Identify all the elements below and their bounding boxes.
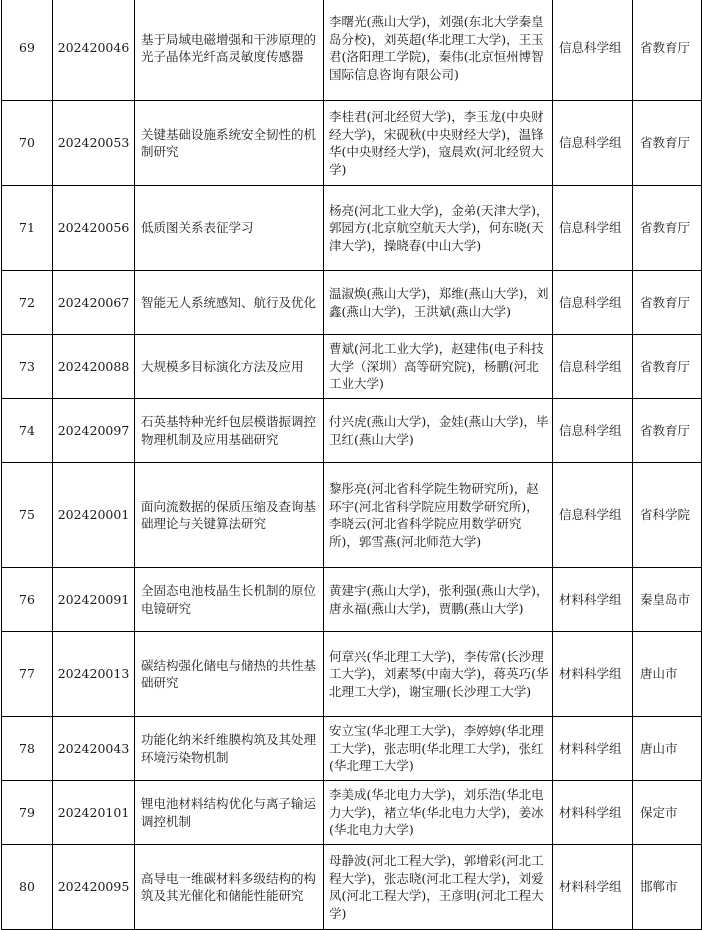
project-members: 曹斌(河北工业大学)，赵建伟(电子科技大学（深圳）高等研究院)，杨鹏(河北工业大学) — [324, 335, 553, 399]
review-group: 材料科学组 — [553, 568, 633, 632]
table-body — [2, 0, 702, 930]
row-number: 73 — [2, 335, 53, 399]
recommending-unit: 保定市 — [633, 781, 702, 845]
table-row — [2, 568, 702, 632]
project-code: 202420053 — [53, 101, 135, 186]
recommending-unit: 省教育厅 — [633, 271, 702, 335]
project-title: 全固态电池枝晶生长机制的原位电镜研究 — [135, 568, 324, 632]
recommending-unit: 省科学院 — [633, 463, 702, 568]
project-title: 智能无人系统感知、航行及优化 — [135, 271, 324, 335]
table-row — [2, 186, 702, 271]
project-code: 202420088 — [53, 335, 135, 399]
table-row — [2, 0, 702, 101]
table-row — [2, 781, 702, 845]
project-title: 面向流数据的保质压缩及查询基础理论与关键算法研究 — [135, 463, 324, 568]
row-number: 77 — [2, 632, 53, 717]
project-code: 202420013 — [53, 632, 135, 717]
project-members: 何章兴(华北理工大学)，李传常(长沙理工大学)，刘素琴(中南大学)，蒋英巧(华北理工大学)，谢宝珊(长沙理工大学) — [324, 632, 553, 717]
row-number: 80 — [2, 845, 53, 930]
project-members: 安立宝(华北理工大学)，李婷婷(华北理工大学)，张志明(华北理工大学)，张红(华北理工大学) — [324, 717, 553, 781]
review-group: 信息科学组 — [553, 271, 633, 335]
project-title: 碳结构强化储电与储热的共性基础研究 — [135, 632, 324, 717]
recommending-unit: 唐山市 — [633, 717, 702, 781]
project-code: 202420001 — [53, 463, 135, 568]
project-members: 温淑焕(燕山大学)，郑维(燕山大学)，刘鑫(燕山大学)，王洪斌(燕山大学) — [324, 271, 553, 335]
award-projects-table — [1, 0, 702, 930]
recommending-unit: 省教育厅 — [633, 0, 702, 101]
row-number: 71 — [2, 186, 53, 271]
project-code: 202420091 — [53, 568, 135, 632]
project-members: 黄建宇(燕山大学)，张利强(燕山大学)，唐永福(燕山大学)，贾鹏(燕山大学) — [324, 568, 553, 632]
table-row — [2, 271, 702, 335]
table-row — [2, 399, 702, 463]
table-row — [2, 463, 702, 568]
table-row — [2, 101, 702, 186]
recommending-unit: 省教育厅 — [633, 399, 702, 463]
recommending-unit: 省教育厅 — [633, 186, 702, 271]
project-code: 202420046 — [53, 0, 135, 101]
project-members: 李曙光(燕山大学)，刘强(东北大学秦皇岛分校)，刘英超(华北理工大学)，王玉君(洛阳理工学院)，秦伟(北京恒州博智国际信息咨询有限公司) — [324, 0, 553, 101]
recommending-unit: 省教育厅 — [633, 335, 702, 399]
row-number: 78 — [2, 717, 53, 781]
review-group: 信息科学组 — [553, 101, 633, 186]
row-number: 76 — [2, 568, 53, 632]
project-code: 202420095 — [53, 845, 135, 930]
review-group: 材料科学组 — [553, 781, 633, 845]
project-code: 202420101 — [53, 781, 135, 845]
project-title: 关键基础设施系统安全韧性的机制研究 — [135, 101, 324, 186]
project-title: 高导电一维碳材料多级结构的构筑及其光催化和储能性能研究 — [135, 845, 324, 930]
row-number: 72 — [2, 271, 53, 335]
project-title: 低质图关系表征学习 — [135, 186, 324, 271]
row-number: 74 — [2, 399, 53, 463]
project-members: 杨亮(河北工业大学)，金弟(天津大学)，郭园方(北京航空航天大学)，何东晓(天津大学)，操晓春(中山大学) — [324, 186, 553, 271]
recommending-unit: 秦皇岛市 — [633, 568, 702, 632]
project-members: 李美成(华北电力大学)，刘乐浩(华北电力大学)，褚立华(华北电力大学)，姜冰(华北电力大学) — [324, 781, 553, 845]
review-group: 材料科学组 — [553, 717, 633, 781]
table-row — [2, 845, 702, 930]
review-group: 信息科学组 — [553, 0, 633, 101]
table-row — [2, 717, 702, 781]
project-title: 基于局域电磁增强和干涉原理的光子晶体光纤高灵敏度传感器 — [135, 0, 324, 101]
recommending-unit: 邯郸市 — [633, 845, 702, 930]
row-number: 69 — [2, 0, 53, 101]
project-code: 202420067 — [53, 271, 135, 335]
row-number: 70 — [2, 101, 53, 186]
project-title: 功能化纳米纤维膜构筑及其处理环境污染物机制 — [135, 717, 324, 781]
review-group: 材料科学组 — [553, 845, 633, 930]
row-number: 75 — [2, 463, 53, 568]
project-members: 黎彤亮(河北省科学院生物研究所)，赵环宇(河北省科学院应用数学研究所)，李晓云(河北省科学院应用数学研究所)，郭雪燕(河北师范大学) — [324, 463, 553, 568]
project-title: 锂电池材料结构优化与离子输运调控机制 — [135, 781, 324, 845]
review-group: 信息科学组 — [553, 399, 633, 463]
project-title: 石英基特种光纤包层模谐振调控物理机制及应用基础研究 — [135, 399, 324, 463]
project-members: 母静波(河北工程大学)，郭增彩(河北工程大学)，张志晓(河北工程大学)，刘爱凤(河北工程大学)，王彦明(河北工程大学) — [324, 845, 553, 930]
review-group: 信息科学组 — [553, 186, 633, 271]
review-group: 信息科学组 — [553, 335, 633, 399]
row-number: 79 — [2, 781, 53, 845]
recommending-unit: 省教育厅 — [633, 101, 702, 186]
project-members: 李桂君(河北经贸大学)，李玉龙(中央财经大学)，宋砚秋(中央财经大学)，温锋华(中央财经大学)，寇晨欢(河北经贸大学) — [324, 101, 553, 186]
project-members: 付兴虎(燕山大学)，金娃(燕山大学)，毕卫红(燕山大学) — [324, 399, 553, 463]
recommending-unit: 唐山市 — [633, 632, 702, 717]
table-row — [2, 335, 702, 399]
project-code: 202420097 — [53, 399, 135, 463]
table-row — [2, 632, 702, 717]
review-group: 信息科学组 — [553, 463, 633, 568]
project-code: 202420056 — [53, 186, 135, 271]
review-group: 材料科学组 — [553, 632, 633, 717]
project-title: 大规模多目标演化方法及应用 — [135, 335, 324, 399]
project-code: 202420043 — [53, 717, 135, 781]
